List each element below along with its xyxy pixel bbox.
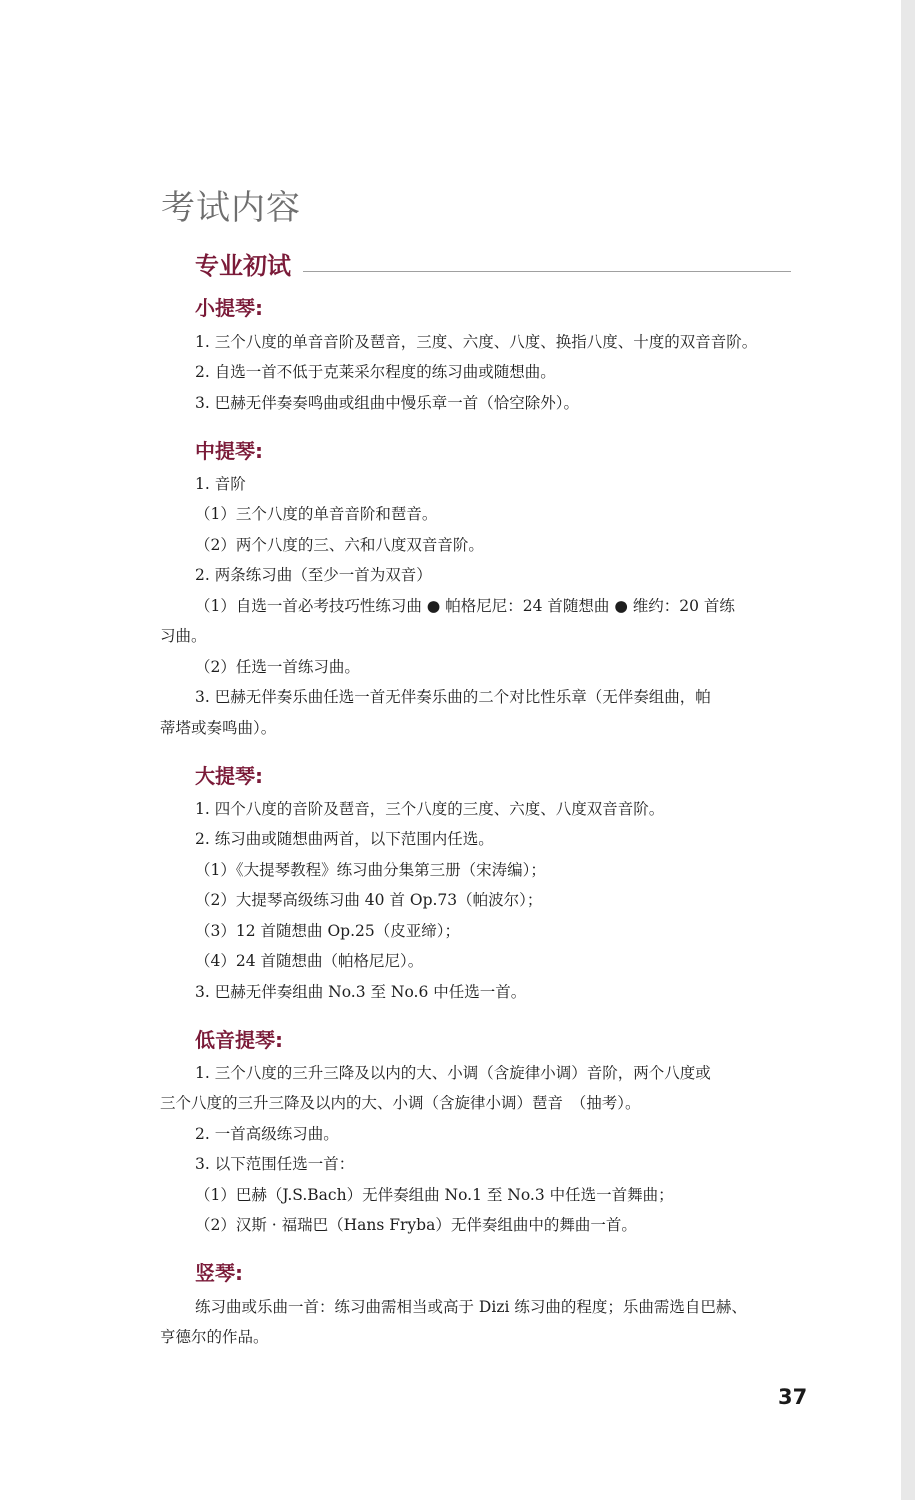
viola-line: 2. 两条练习曲（至少一首为双音） (195, 566, 432, 584)
viola-line: （2）任选一首练习曲。 (195, 658, 360, 676)
double-bass-line: （2）汉斯 · 福瑞巴（Hans Fryba）无伴奏组曲中的舞曲一首。 (195, 1216, 637, 1234)
page-number: 37 (778, 1385, 808, 1409)
page-title: 考试内容 (161, 188, 301, 228)
cello-line: （4）24 首随想曲（帕格尼尼）。 (195, 952, 424, 970)
violin-line: 1. 三个八度的单音音阶及琶音，三度、六度、八度、换指八度、十度的双音音阶。 (195, 333, 758, 351)
cello-line: （2）大提琴高级练习曲 40 首 Op.73（帕波尔）； (195, 891, 543, 909)
subheading-cello: 大提琴: (195, 764, 263, 788)
viola-line: （2）两个八度的三、六和八度双音音阶。 (195, 536, 484, 554)
cello-line: （3）12 首随想曲 Op.25（皮亚缔）； (195, 922, 460, 940)
cello-line: 3. 巴赫无伴奏组曲 No.3 至 No.6 中任选一首。 (195, 983, 527, 1001)
cello-line: 2. 练习曲或随想曲两首，以下范围内任选。 (195, 830, 494, 848)
double-bass-line: 1. 三个八度的三升三降及以内的大、小调（含旋律小调）音阶，两个八度或 (195, 1064, 711, 1082)
viola-line: 习曲。 (160, 627, 207, 645)
cello-line: （1）《大提琴教程》练习曲分集第三册（宋涛编）； (195, 861, 546, 879)
section-title: 专业初试 (195, 252, 291, 280)
double-bass-line: 3. 以下范围任选一首： (195, 1155, 355, 1173)
harp-line: 亨德尔的作品。 (160, 1328, 269, 1346)
viola-line: （1）三个八度的单音音阶和琶音。 (195, 505, 438, 523)
violin-line: 2. 自选一首不低于克莱采尔程度的练习曲或随想曲。 (195, 363, 556, 381)
subheading-harp: 竖琴: (195, 1261, 243, 1285)
double-bass-line: 三个八度的三升三降及以内的大、小调（含旋律小调）琶音 （抽考）。 (160, 1094, 641, 1112)
viola-line: 蒂塔或奏鸣曲）。 (160, 719, 277, 737)
subheading-violin: 小提琴: (195, 296, 263, 320)
viola-line: （1）自选一首必考技巧性练习曲 ● 帕格尼尼：24 首随想曲 ● 维约：20 首练 (195, 597, 735, 615)
violin-line: 3. 巴赫无伴奏奏鸣曲或组曲中慢乐章一首（恰空除外）。 (195, 394, 579, 412)
subheading-viola: 中提琴: (195, 439, 263, 463)
page-edge-shadow (901, 0, 915, 1500)
double-bass-line: （1）巴赫（J.S.Bach）无伴奏组曲 No.1 至 No.3 中任选一首舞曲； (195, 1186, 674, 1204)
double-bass-line: 2. 一首高级练习曲。 (195, 1125, 339, 1143)
cello-line: 1. 四个八度的音阶及琶音，三个八度的三度、六度、八度双音音阶。 (195, 800, 665, 818)
viola-line: 3. 巴赫无伴奏乐曲任选一首无伴奏乐曲的二个对比性乐章（无伴奏组曲，帕 (195, 688, 711, 706)
harp-line: 练习曲或乐曲一首：练习曲需相当或高于 Dizi 练习曲的程度；乐曲需选自巴赫、 (195, 1298, 747, 1316)
section-rule (303, 271, 791, 272)
subheading-double-bass: 低音提琴: (195, 1028, 283, 1052)
viola-line: 1. 音阶 (195, 475, 246, 493)
